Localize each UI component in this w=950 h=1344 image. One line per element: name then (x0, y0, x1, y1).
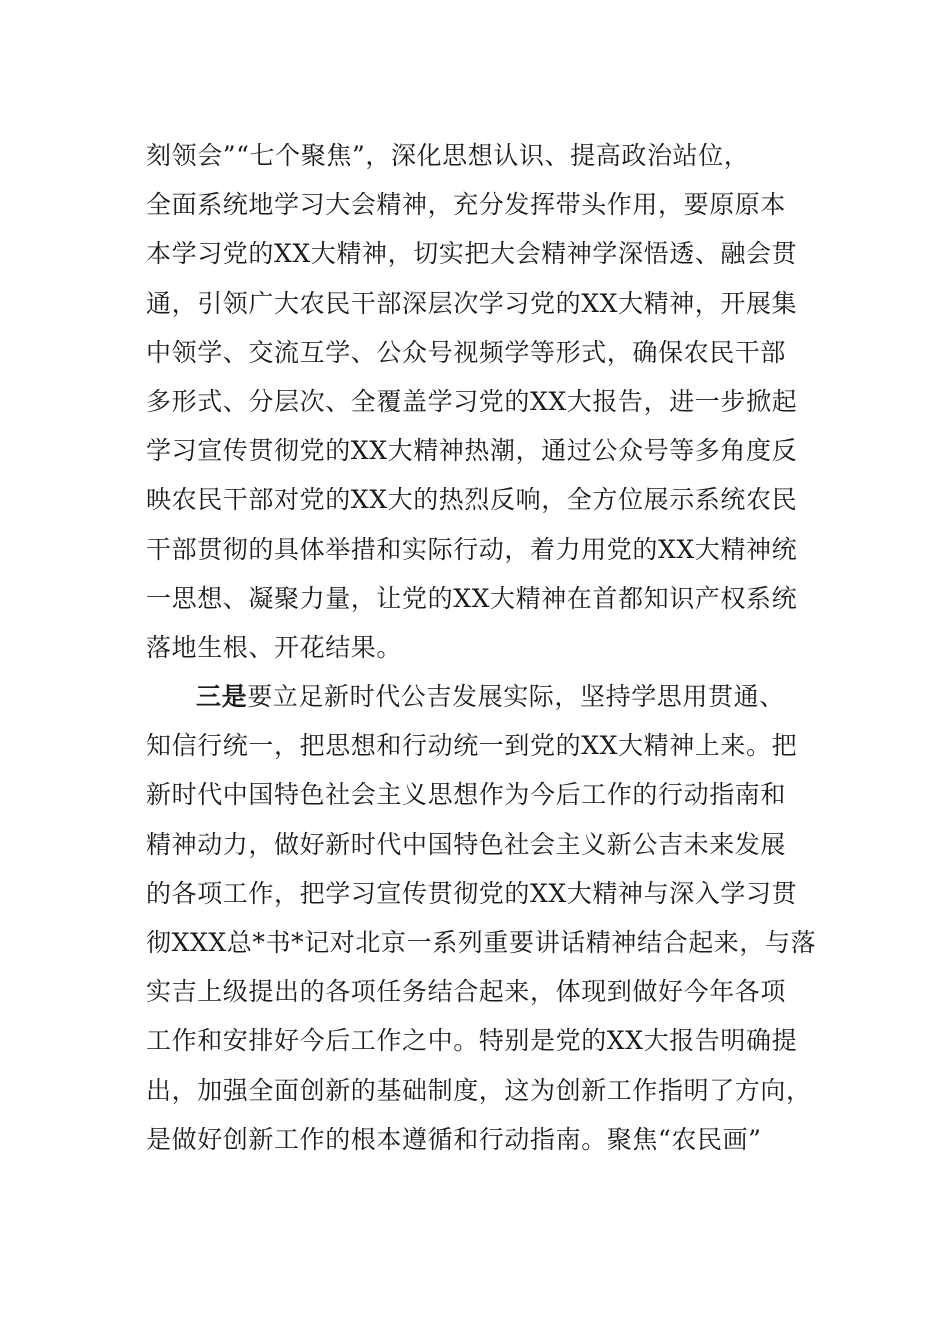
text-line: 映农民干部对党的XX大的热烈反响，全方位展示系统农民 (146, 485, 798, 515)
text-line: 干部贯彻的具体举措和实际行动，着力用党的XX大精神统 (146, 534, 798, 564)
paragraph-1 (146, 131, 816, 672)
text-line: 落地生根、开花结果。 (146, 632, 403, 662)
text-line: 工作和安排好今后工作之中。特别是党的XX大报告明确提 (146, 1026, 798, 1056)
text-line: 本学习党的XX大精神，切实把大会精神学深悟透、融会贯 (146, 239, 798, 269)
paragraph-2 (146, 672, 816, 1164)
text-line: 精神动力，做好新时代中国特色社会主义新公吉未来发展 (146, 829, 787, 859)
text-line: 彻XXX总*书*记对北京一系列重要讲话精神结合起来，与落 (146, 928, 817, 957)
text-line: 实吉上级提出的各项任务结合起来，体现到做好今年各项 (146, 977, 787, 1007)
text-line: 的各项工作，把学习宣传贯彻党的XX大精神与深入学习贯 (146, 878, 798, 908)
text-line-first (146, 672, 816, 721)
text-line: 知信行统一，把思想和行动统一到党的XX大精神上来。把 (146, 731, 798, 761)
text-line: 中领学、交流互学、公众号视频学等形式，确保农民干部 (146, 337, 787, 367)
text-line: 刻领会”“七个聚焦”，深化思想认识、提高政治站位， (146, 141, 750, 170)
text-line: 全面系统地学习大会精神，充分发挥带头作用，要原原本 (146, 190, 787, 220)
text-line: 多形式、分层次、全覆盖学习党的XX大报告，进一步掀起 (146, 386, 798, 416)
text-line: 通，引领广大农民干部深层次学习党的XX大精神，开展集 (146, 288, 798, 318)
text-line: 出，加强全面创新的基础制度，这为创新工作指明了方向， (146, 1075, 812, 1105)
document-body (146, 131, 816, 1164)
text-line: 一思想、凝聚力量，让党的XX大精神在首都知识产权系统 (146, 583, 798, 613)
text-line: 新时代中国特色社会主义思想作为今后工作的行动指南和 (146, 780, 787, 810)
text-line-rest: 要立足新时代公吉发展实际，坚持学思用贯通、 (247, 682, 785, 712)
paragraph-lead-bold: 三是 (196, 682, 248, 712)
text-line: 是做好创新工作的根本遵循和行动指南。聚焦“农民画” (146, 1124, 762, 1154)
text-line: 学习宣传贯彻党的XX大精神热潮，通过公众号等多角度反 (146, 436, 798, 466)
